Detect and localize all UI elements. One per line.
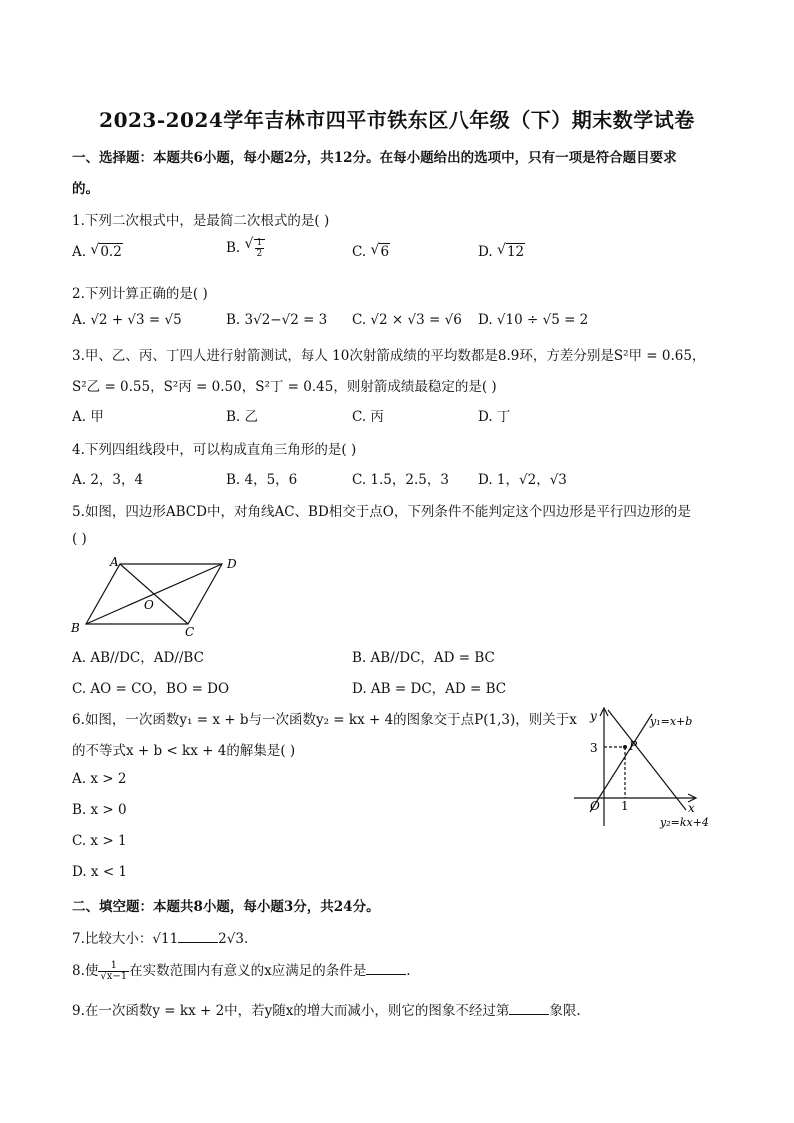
q6-label-origin: O [590,799,600,813]
q3-option-c: C. 丙 [352,409,384,425]
q4-option-b: B. 4，5，6 [226,472,298,488]
q6-label-3: 3 [590,741,598,755]
section1-header-cont: 的。 [72,181,99,197]
q6-stem: 6.如图，一次函数y₁ = x + b与一次函数y₂ = kx + 4的图象交于点P(1,3)，则关于x [72,712,577,728]
q3-stem-cont: S²乙 = 0.55，S²丙 = 0.50，S²丁 = 0.45，则射箭成绩最稳定的是( ) [72,379,497,395]
q1-option-c: C. √ 6 [352,244,390,260]
section2-header: 二、填空题：本题共8小题，每小题3分，共24分。 [72,899,380,915]
q2-option-d: D. √10 ÷ √5 = 2 [478,312,589,328]
q3-option-a: A. 甲 [72,409,104,425]
q3-option-d: D. 丁 [478,409,511,425]
q5-label-a: A [110,555,119,569]
q6-label-x: x [688,801,695,815]
q6-label-y: y [590,709,597,723]
q5-option-c: C. AO = CO，BO = DO [72,681,230,697]
q4-stem: 4.下列四组线段中，可以构成直角三角形的是( ) [72,442,357,458]
q5-parallelogram-figure [68,552,248,638]
q5-option-d: D. AB = DC，AD = BC [352,681,507,697]
q7-blank[interactable] [178,930,218,943]
q8-stem: 8.使 $\frac{1}{√x-1}$ 在实数范围内有意义的x应满足的条件是 . [72,960,411,982]
q2-stem: 2.下列计算正确的是( ) [72,286,208,302]
q5-option-a: A. AB//DC，AD//BC [72,650,204,666]
q6-label-p: P [629,739,638,753]
q8-blank[interactable] [366,962,406,975]
q6-graph-figure [568,700,728,835]
q4-option-d: D. 1，√2，√3 [478,472,567,488]
q4-option-c: C. 1.5，2.5，3 [352,472,449,488]
q5-label-d: D [227,557,237,571]
q6-label-y1: y₁=x+b [650,715,693,728]
q6-stem-cont: 的不等式x + b < kx + 4的解集是( ) [72,743,296,759]
q5-stem: 5.如图，四边形ABCD中，对角线AC、BD相交于点O，下列条件不能判定这个四边形是平行四边形的是 [72,504,691,520]
q3-option-b: B. 乙 [226,409,259,425]
q7-stem: 7.比较大小：√11 2√3. [72,931,249,947]
q1-option-a: A. √ 0.2 [72,244,123,260]
q6-option-d: D. x < 1 [72,864,128,880]
q2-option-a: A. √2 + √3 = √5 [72,312,182,328]
q5-option-b: B. AB//DC，AD = BC [352,650,495,666]
q4-option-a: A. 2，3，4 [72,472,144,488]
q9-blank[interactable] [509,1002,549,1015]
q5-label-b: B [71,621,80,635]
page-title: 2023-2024学年吉林市四平市铁东区八年级（下）期末数学试卷 [99,108,695,132]
q5-label-o: O [144,598,154,612]
q9-stem: 9.在一次函数y = kx + 2中，若y随x的增大而减小，则它的图象不经过第 象限. [72,1003,581,1019]
q6-option-b: B. x > 0 [72,802,127,818]
q6-label-y2: y₂=kx+4 [660,816,709,829]
q1-option-b: B. √ $\frac{1}{2}$ [226,238,265,259]
q1-stem: 1.下列二次根式中，是最简二次根式的是( ) [72,213,330,229]
q3-stem: 3.甲、乙、丙、丁四人进行射箭测试，每人 10次射箭成绩的平均数都是8.9环，方差分别是S²甲 = 0.65， [72,348,706,364]
q6-label-1: 1 [621,799,629,813]
q6-option-a: A. x > 2 [72,771,127,787]
q1-option-d: D. √ 12 [478,244,525,260]
q6-option-c: C. x > 1 [72,833,127,849]
q5-stem-cont: ( ) [72,531,87,547]
section1-header: 一、选择题：本题共6小题，每小题2分，共12分。在每小题给出的选项中，只有一项是符合题目要求 [72,150,677,166]
q2-option-c: C. √2 × √3 = √6 [352,312,462,328]
q2-option-b: B. 3√2−√2 = 3 [226,312,328,328]
q5-label-c: C [185,625,195,638]
